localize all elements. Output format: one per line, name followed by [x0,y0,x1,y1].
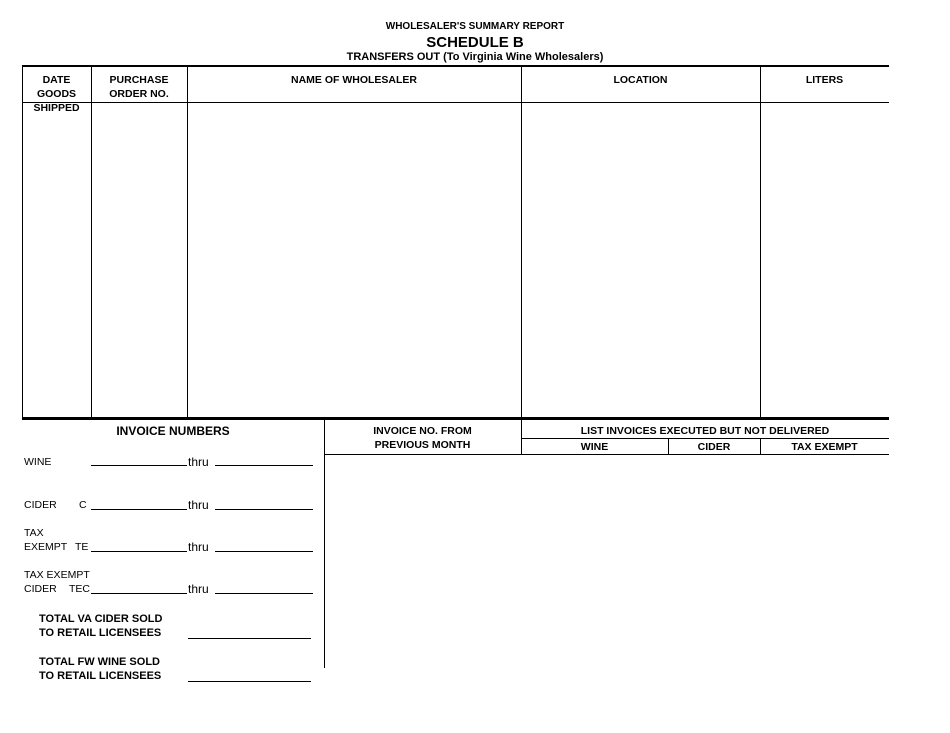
wine-end-field[interactable] [215,465,313,466]
tax-exempt-label-line2: EXEMPT [24,541,68,553]
wine-thru-label: thru [188,455,209,469]
total-va-cider-line1: TOTAL VA CIDER SOLD [39,613,163,625]
subcol-tax-exempt: TAX EXEMPT [791,441,858,453]
tax-exempt-start-field[interactable] [91,551,187,552]
tax-exempt-cider-prefix: TEC [69,583,90,595]
invoice-prev-month-line1: INVOICE NO. FROM [373,425,472,437]
cider-end-field[interactable] [215,509,313,510]
cider-prefix: C [79,499,87,511]
col-header-purchase-order-no [91,73,187,101]
col-header-name-of-wholesaler: NAME OF WHOLESALER [291,74,417,86]
invoice-prev-month-line2: PREVIOUS MONTH [374,439,471,451]
total-va-cider-label [39,612,162,640]
subcol-cider: CIDER [697,441,731,453]
total-fw-wine-line1: TOTAL FW WINE SOLD [39,656,160,668]
prev-month-invoice-area[interactable] [325,455,521,667]
subcol-wine: WINE [580,441,609,453]
table-bottom-thick-border [22,417,889,420]
total-va-cider-line2: TO RETAIL LICENSEES [39,627,162,639]
invoice-prev-month-header [324,424,521,452]
tax-exempt-end-field[interactable] [215,551,313,552]
tax-exempt-cider-thru-label: thru [188,582,209,596]
schedule-title: SCHEDULE B [426,34,524,51]
schedule-subtitle: TRANSFERS OUT (To Virginia Wine Wholesalers) [346,51,604,63]
tax-exempt-thru-label: thru [188,540,209,554]
table-body-entries[interactable] [23,103,889,417]
tax-exempt-cider-end-field[interactable] [215,593,313,594]
list-invoices-subheader-line [521,438,889,439]
col-header-location: LOCATION [613,74,668,86]
tax-exempt-label-line1: TAX [24,527,44,539]
tax-exempt-cider-start-field[interactable] [91,593,187,594]
col-header-date-line1: DATE GOODS [36,74,77,100]
col-header-po-line2: ORDER NO. [109,88,169,100]
total-fw-wine-label [39,655,161,683]
tax-exempt-cider-label-line2: CIDER [24,583,57,595]
list-invoices-header: LIST INVOICES EXECUTED BUT NOT DELIVERED [580,425,830,437]
tax-exempt-prefix: TE [75,541,89,553]
table-top-border [22,65,889,67]
col-header-liters: LITERS [805,74,844,86]
col-header-date-line2: SHIPPED [33,102,80,114]
cider-thru-label: thru [188,498,209,512]
not-delivered-invoice-area[interactable] [522,455,889,667]
total-fw-wine-field[interactable] [188,681,311,682]
cider-start-field[interactable] [91,509,187,510]
invoice-numbers-header: INVOICE NUMBERS [116,424,230,438]
total-va-cider-field[interactable] [188,638,311,639]
wine-row-label: WINE [24,456,52,468]
report-title: WHOLESALER'S SUMMARY REPORT [385,21,565,32]
tax-exempt-cider-label-line1: TAX EXEMPT [24,569,90,581]
total-fw-wine-line2: TO RETAIL LICENSEES [39,670,162,682]
wine-start-field[interactable] [91,465,187,466]
col-header-po-line1: PURCHASE [109,74,169,86]
cider-row-label: CIDER [24,499,57,511]
